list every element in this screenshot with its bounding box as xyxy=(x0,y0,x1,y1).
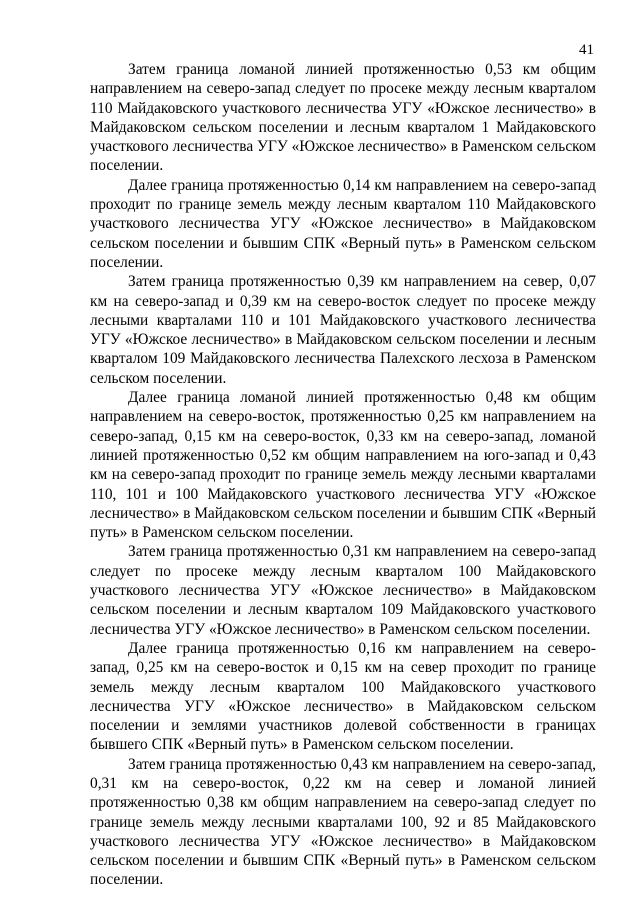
paragraph-1: Затем граница ломаной линией протяженностью 0,53 км общим направлением на северо-запад следует по просеке между лесным кварталом 110 Майдаковского участкового лесничества УГУ «Южское лесничество» в Майдаковском сельском поселении и лесным кварталом 1 Майдаковского участкового лесничества УГУ «Южское лесничество» в Раменском сельском поселении. xyxy=(90,61,596,175)
page-number: 41 xyxy=(579,42,594,58)
paragraph-5: Затем граница протяженностью 0,31 км направлением на северо-запад следует по просеке между лесным кварталом 100 Майдаковского участкового лесничества УГУ «Южское лесничество» в Майдаковском сельском поселении и лесным кварталом 109 Майдаковского участкового лесничества УГУ «Южское лесничество» в Раменском сельском поселении. xyxy=(90,543,596,638)
paragraph-7: Затем граница протяженностью 0,43 км направлением на северо-запад, 0,31 км на северо-восток, 0,22 км на север и ломаной линией протяженностью 0,38 км общим направлением на северо-запад следует по границе земель между лесными кварталами 100, 92 и 85 Майдаковского участкового лесничества УГУ «Южское лесничество» в Майдаковском сельском поселении и бывшим СПК «Верный путь» в Раменском сельском поселении. xyxy=(90,755,596,889)
paragraph-2: Далее граница протяженностью 0,14 км направлением на северо-запад проходит по границе земель между лесным кварталом 110 Майдаковского участкового лесничества УГУ «Южское лесничество» в Майдаковском сельском поселении и бывшим СПК «Верный путь» в Раменском сельском поселении. xyxy=(90,176,596,271)
document-body xyxy=(90,60,596,890)
paragraph-6: Далее граница протяженностью 0,16 км направлением на северо-запад, 0,25 км на северо-восток и 0,15 км на север проходит по границе земель между лесным кварталом 100 Майдаковского участкового лесничества УГУ «Южское лесничество» в Майдаковском сельском поселении и землями участников долевой собственности в границах бывшего СПК «Верный путь» в Раменском сельском поселении. xyxy=(90,639,596,754)
paragraph-3: Затем граница протяженностью 0,39 км направлением на север, 0,07 км на северо-запад и 0,39 км на северо-восток следует по просеке между лесными кварталами 110 и 101 Майдаковского участкового лесничества УГУ «Южское лесничество» в Майдаковском сельском поселении и лесным кварталом 109 Майдаковского лесничества Палехского лесхоза в Раменском сельском поселении. xyxy=(90,273,596,387)
paragraph-4: Далее граница ломаной линией протяженностью 0,48 км общим направлением на северо-восток, протяженностью 0,25 км направлением на северо-запад, 0,15 км на северо-восток, 0,33 км на северо-запад, ломаной линией протяженностью 0,52 км общим направлением на юго-запад и 0,43 км на северо-запад проходит по границе земель между лесными кварталами 110, 101 и 100 Майдаковского участкового лесничества УГУ «Южское лесничество» в Майдаковском сельском поселении и бывшим СПК «Верный путь» в Раменском сельском поселении. xyxy=(90,389,597,542)
